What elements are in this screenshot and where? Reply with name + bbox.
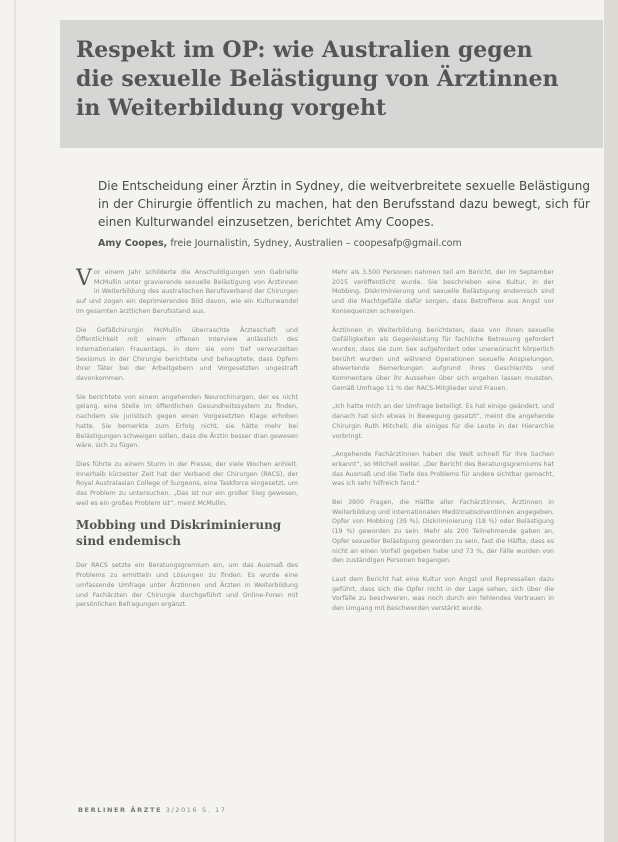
paragraph: „Ich hatte mich an der Umfrage beteiligt. Es hat einige geändert, und danach hat sich etwas in Bewegung gesetzt“, meint die angehende Chirurgin Ruth Mitchell, die einiges für die Leute in der Hierarchie vorbringt. [332,403,554,440]
byline-author: Amy Coopes, [98,238,168,249]
left-column [76,268,298,619]
journal-name: BERLINER ÄRZTE [78,806,163,814]
drop-cap: V [76,266,92,291]
byline-details: freie Journalistin, Sydney, Australien – coopesafp@gmail.com [167,238,462,249]
paragraph: Sie berichtete von einem angehenden Neurochirurgen, der es nicht gelang, eine Stelle im öffentlichen Gesundheitssystem zu finden, nachdem sie juristisch gegen einen Vorgesetzten Klage erhoben hatte. Sie bemerkte zum Erfolg nicht, sie hätte mehr bei Belästigungen schweigen sollen, dass die Ärztin besser dran gewesen wäre, sich zu fügen. [76,393,298,450]
paragraph: Die Gefäßchirurgin McMullin überraschte Ärzteschaft und Öffentlichkeit mit einem offenen Interview anlässlich des Internationalen Frauentags, in dem sie vom tief verwurzelten Sexismus in der Chirurgie berichtete und behauptete, dass Opfern ihrer Täter bei der Arbeitgebern und Vorgesetzten ungestraft davonkommen. [76,326,298,383]
paragraph: Bei 3900 Fragen, die Hälfte aller Fachärztinnen, Ärztinnen in Weiterbildung und internationalen Medizinabsolventinnen angegeben, Opfer von Mobbing (39 %), Diskriminierung (18 %) oder Belästigung (19 %) geworden zu sein. Mehr als 200 Teilnehmende gaben an, Opfer sexueller Belästigung geworden zu sein, fast die Hälfte, dass es nicht an einen Vorfall gegeben habe und 73 %, der Fälle wurden von den zuständigen Personen begangen. [332,499,554,565]
paragraph: „Angehende Fachärztinnen haben die Welt schnell für ihre Sachen erkannt“, so Mitchell weiter. „Der Bericht des Beratungsgremiums hat das Ausmaß und die Tiefe des Problems für andere sichtbar gemacht, was ich sehr hilfreich fand.“ [332,451,554,488]
paragraph: Der RACS setzte ein Beratungsgremium ein, um das Ausmaß des Problems zu ermitteln und Lösungen zu finden. Es wurde eine umfassende Umfrage unter Ärztinnen und Ärzten in Weiterbildung und Fachärzten der Chirurgie durchgeführt und Online-Foren mit persönlichen Befragungen ergänzt. [76,562,298,609]
paragraph: Ärztinnen in Weiterbildung berichteten, dass von ihnen sexuelle Gefälligkeiten als Gegenleistung für fachliche Betreuung gefordert wurden, dass sie zum Sex aufgefordert oder unerwünscht körperlich berührt wurden und während Operationen sexuelle Anspielungen, abwertende Bemerkungen aufgrund ihres Geschlechts und Kommentare über ihr Aussehen über sich ergehen lassen mussten. Gemäß Umfrage 11 % der RACS-Mitglieder sind Frauen. [332,326,554,392]
page-edge [604,0,618,842]
paragraph: Laut dem Bericht hat eine Kultur von Angst und Repressalien dazu geführt, dass sich die Opfer nicht in der Lage sehen, sich über die Vorfälle zu beschweren, was noch durch ein fehlendes Vertrauen in den Umgang mit Beschwerden verstärkt wurde. [332,575,554,613]
paragraph-text: or einem Jahr schilderte die Anschuldigungen von Gabrielle McMullin unter gravierende sexuelle Belästigung von Ärztinnen in Weiterbildung des australischen Berufsverband der Chirurgen auf und zogen ein deprimierendes Bild davon, wie ein Kulturwandel im gesamten ärztlichen Berufsstand aus. [76,269,298,315]
article-lead: Die Entscheidung einer Ärztin in Sydney, die weitverbreitete sexuelle Belästigung in der Chirurgie öffentlich zu machen, hat den Berufsstand dazu bewegt, sich für einen Kulturwandel einzusetzen, berichtet Amy Coopes. [98,179,590,229]
page-footer [78,806,226,814]
article-title: Respekt im OP: wie Australien gegen die sexuelle Belästigung von Ärztinnen in Weiterbildung vorgeht [76,37,559,121]
paragraph: Dies führte zu einem Sturm in der Presse, der viele Wochen anhielt. Innerhalb kürzester Zeit hat der Verband der Chirurgen (RACS), der Royal Australasian College of Surgeons, eine Taskforce eingesetzt, um das Problem zu untersuchen. „Das ist nur ein großer Sieg gewesen, weil es ein großes Problem ist“, meint McMullin. [76,460,298,507]
page-fold [14,0,16,842]
paragraph [76,268,298,317]
byline [98,238,590,249]
right-column [332,268,554,623]
section-heading: Mobbing und Diskriminierung sind endemisch [76,518,282,549]
issue-info: 3/2016 S. 17 [162,806,227,814]
paragraph: Mehr als 3.500 Personen nahmen teil am Bericht, der im September 2015 veröffentlicht wurde. Sie beschrieben eine Kultur, in der Mobbing, Diskriminierung und sexuelle Belästigung endemisch sind und die Machtgefälle dafür sorgen, dass Betroffene aus Angst vor Konsequenzen schweigen. [332,269,554,315]
